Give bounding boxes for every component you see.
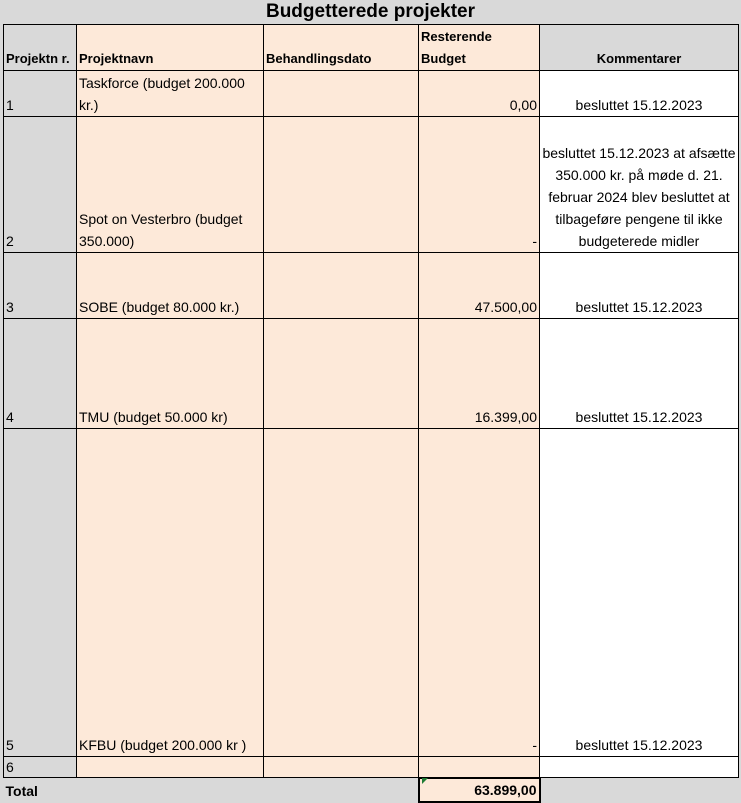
sheet-title: Budgetterede projekter	[265, 1, 476, 22]
cell-comment[interactable]: besluttet 15.12.2023	[540, 429, 739, 757]
cell-nr[interactable]: 2	[4, 117, 77, 253]
cell-date[interactable]	[264, 757, 419, 778]
cell-nr[interactable]: 4	[4, 319, 77, 429]
table-row	[4, 757, 739, 778]
cell-error-marker-icon	[422, 778, 428, 784]
cell-name[interactable]: KFBU (budget 200.000 kr )	[77, 429, 264, 757]
cell-nr[interactable]: 3	[4, 253, 77, 319]
table-row	[4, 429, 739, 757]
header-name[interactable]: Projektnavn	[77, 25, 264, 71]
table-row	[4, 117, 739, 253]
total-empty-comment[interactable]	[540, 778, 739, 802]
cell-date[interactable]	[264, 71, 419, 117]
cell-date[interactable]	[264, 253, 419, 319]
cell-name[interactable]: Spot on Vesterbro (budget 350.000)	[77, 117, 264, 253]
budget-table	[3, 24, 739, 803]
total-empty-date[interactable]	[264, 778, 419, 802]
cell-name[interactable]: Taskforce (budget 200.000 kr.)	[77, 71, 264, 117]
cell-comment[interactable]	[540, 757, 739, 778]
cell-comment[interactable]: besluttet 15.12.2023	[540, 253, 739, 319]
table-row	[4, 319, 739, 429]
cell-comment[interactable]: besluttet 15.12.2023	[540, 71, 739, 117]
cell-budget[interactable]: 16.399,00	[419, 319, 540, 429]
cell-nr[interactable]: 6	[4, 757, 77, 778]
cell-name[interactable]: SOBE (budget 80.000 kr.)	[77, 253, 264, 319]
cell-date[interactable]	[264, 319, 419, 429]
total-empty-name[interactable]	[77, 778, 264, 802]
cell-comment[interactable]: besluttet 15.12.2023 at afsætte 350.000 kr. på møde d. 21. februar 2024 blev besluttet at tilbageføre pengene til ikke budgeterede midler	[540, 117, 739, 253]
cell-nr[interactable]: 1	[4, 71, 77, 117]
header-budget[interactable]: Resterende Budget	[419, 25, 540, 71]
cell-budget[interactable]: -	[419, 117, 540, 253]
header-date[interactable]: Behandlingsdato	[264, 25, 419, 71]
cell-name[interactable]	[77, 757, 264, 778]
cell-date[interactable]	[264, 429, 419, 757]
cell-nr[interactable]: 5	[4, 429, 77, 757]
header-comments[interactable]: Kommentarer	[540, 25, 739, 71]
cell-budget[interactable]: -	[419, 429, 540, 757]
cell-budget[interactable]: 47.500,00	[419, 253, 540, 319]
cell-comment[interactable]: besluttet 15.12.2023	[540, 319, 739, 429]
total-value[interactable]: 63.899,00	[419, 778, 540, 802]
total-row	[4, 778, 739, 802]
cell-budget[interactable]: 0,00	[419, 71, 540, 117]
header-nr[interactable]: Projektn r.	[4, 25, 77, 71]
header-row	[4, 25, 739, 71]
table-row	[4, 253, 739, 319]
cell-budget[interactable]	[419, 757, 540, 778]
table-row	[4, 71, 739, 117]
cell-name[interactable]: TMU (budget 50.000 kr)	[77, 319, 264, 429]
total-label[interactable]: Total	[4, 778, 77, 802]
cell-date[interactable]	[264, 117, 419, 253]
